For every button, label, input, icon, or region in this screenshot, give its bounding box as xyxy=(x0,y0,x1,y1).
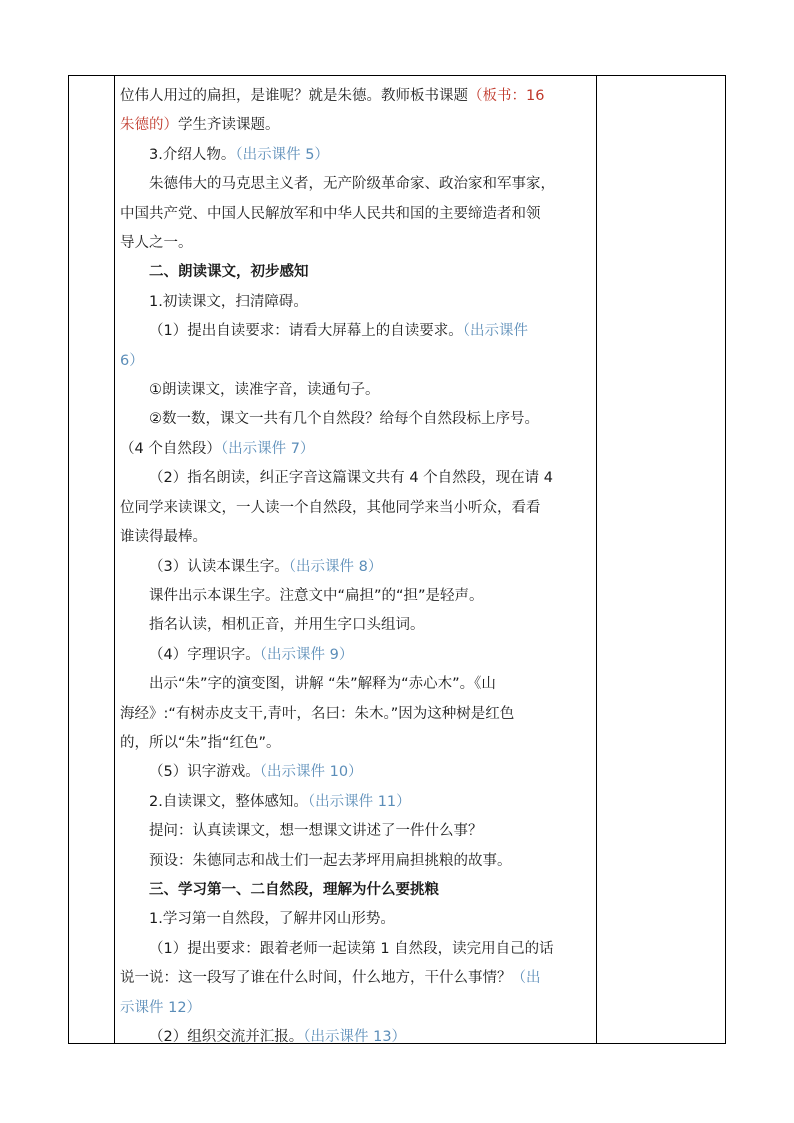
text-line xyxy=(120,347,590,376)
text-line xyxy=(120,729,590,758)
text-line xyxy=(120,935,590,964)
text-line xyxy=(120,553,590,582)
courseware-reference: （出示课件 13） xyxy=(303,1029,407,1045)
courseware-reference: （出示课件 9） xyxy=(259,646,354,663)
text-segment: 海经》:“有树赤皮支干,青叶，名曰：朱木。”因为这种树是红色 xyxy=(120,705,515,722)
text-line xyxy=(120,994,590,1023)
courseware-reference: （出示课件 10） xyxy=(259,764,363,781)
blackboard-note: （板书：16 xyxy=(468,88,545,104)
courseware-reference: （出示课件 7） xyxy=(220,440,315,457)
text-segment: （5）识字游戏。 xyxy=(149,764,260,781)
text-segment: 指名认读，相机正音，并用生字口头组词。 xyxy=(149,617,425,634)
text-line xyxy=(120,111,590,140)
text-segment: （2）指名朗读，纠正字音这篇课文共有 4 个自然段，现在请 4 xyxy=(149,470,554,487)
courseware-reference: （出示课件 5） xyxy=(235,146,329,163)
courseware-reference: （出示课件 8） xyxy=(288,558,383,575)
text-line xyxy=(120,494,590,523)
text-segment: 位同学来读课文，一人读一个自然段，其他同学来当小听众，看看 xyxy=(120,499,541,516)
text-line xyxy=(120,964,590,993)
text-line xyxy=(120,405,590,434)
text-segment: 谁读得最棒。 xyxy=(120,529,207,546)
text-line xyxy=(120,435,590,464)
text-segment: 2.自读课文，整体感知。 xyxy=(149,793,308,810)
text-segment: 1.学习第一自然段，了解井冈山形势。 xyxy=(149,911,395,928)
text-line xyxy=(120,788,590,817)
text-line xyxy=(120,1023,590,1052)
text-segment: （1）提出自读要求：请看大屏幕上的自读要求。 xyxy=(149,323,463,340)
text-segment: ②数一数，课文一共有几个自然段？给每个自然段标上序号。 xyxy=(149,411,539,428)
blackboard-note: 朱德的） xyxy=(120,117,178,134)
text-segment: 出示“朱”字的演变图，讲解 “朱”解释为“赤心木”。《山 xyxy=(149,676,496,693)
text-segment: （2）组织交流并汇报。 xyxy=(149,1029,304,1045)
courseware-reference: 6） xyxy=(120,352,144,369)
text-line xyxy=(120,288,590,317)
table-column-divider-right xyxy=(596,76,597,1043)
text-segment: （3）认读本课生字。 xyxy=(149,558,289,575)
text-line xyxy=(120,229,590,258)
text-segment: 学生齐读课题。 xyxy=(178,117,280,134)
lesson-content xyxy=(120,82,590,1052)
courseware-reference: （出示课件 xyxy=(462,323,528,340)
text-segment: 位伟人用过的扁担，是谁呢？就是朱德。教师板书课题 xyxy=(120,88,468,104)
text-segment: 导人之一。 xyxy=(120,235,193,252)
text-segment: 提问：认真读课文，想一想课文讲述了一件什么事？ xyxy=(149,823,483,840)
text-segment: 朱德伟大的马克思主义者，无产阶级革命家、政治家和军事家， xyxy=(149,176,555,193)
text-segment: 3.介绍人物。 xyxy=(149,146,236,163)
text-line xyxy=(120,464,590,493)
text-segment: （4 个自然段） xyxy=(120,440,221,457)
text-segment: ①朗读课文，读准字音，读通句子。 xyxy=(149,382,380,399)
text-segment: （1）提出要求：跟着老师一起读第 1 自然段，读完用自己的话 xyxy=(149,940,554,957)
text-line xyxy=(120,200,590,229)
text-segment: 预设：朱德同志和战士们一起去茅坪用扁担挑粮的故事。 xyxy=(149,852,512,869)
text-line xyxy=(120,876,590,905)
text-segment: 的，所以“朱”指“红色”。 xyxy=(120,734,281,751)
text-line xyxy=(120,670,590,699)
text-line xyxy=(120,141,590,170)
text-line xyxy=(120,641,590,670)
text-segment: 二、朗读课文，初步感知 xyxy=(149,264,309,281)
text-line xyxy=(120,758,590,787)
courseware-reference: （出示课件 11） xyxy=(307,793,411,810)
text-line xyxy=(120,523,590,552)
text-line xyxy=(120,258,590,287)
text-line xyxy=(120,82,590,111)
text-segment: 1.初读课文，扫清障碍。 xyxy=(149,293,308,310)
text-line xyxy=(120,847,590,876)
courseware-reference: 示课件 12） xyxy=(120,999,202,1016)
text-segment: （4）字理识字。 xyxy=(149,646,260,663)
text-line xyxy=(120,700,590,729)
courseware-reference: （出 xyxy=(511,970,541,987)
table-column-divider-left xyxy=(114,76,115,1043)
text-line xyxy=(120,611,590,640)
text-line xyxy=(120,376,590,405)
text-line xyxy=(120,317,590,346)
text-segment: 课件出示本课生字。注意文中“扁担”的“担”是轻声。 xyxy=(149,587,484,604)
text-line xyxy=(120,905,590,934)
text-segment: 三、学习第一、二自然段，理解为什么要挑粮 xyxy=(149,881,439,898)
text-line xyxy=(120,582,590,611)
text-line xyxy=(120,817,590,846)
text-segment: 说一说：这一段写了谁在什么时间，什么地方，干什么事情？ xyxy=(120,970,512,987)
text-segment: 中国共产党、中国人民解放军和中华人民共和国的主要缔造者和领 xyxy=(120,205,541,222)
text-line xyxy=(120,170,590,199)
